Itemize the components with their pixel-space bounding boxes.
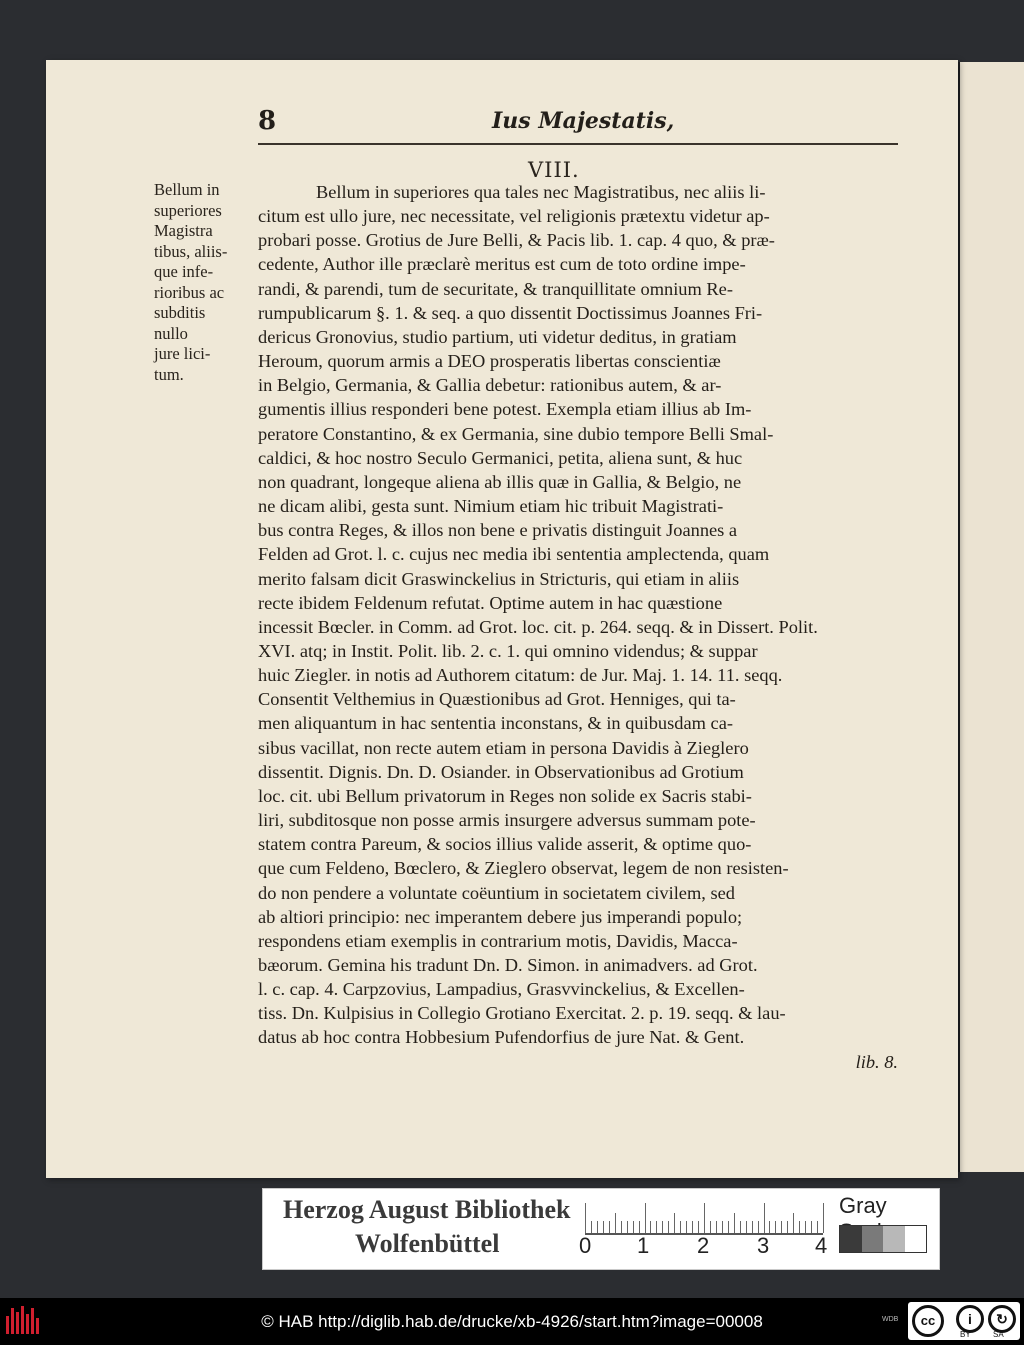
- ruler-tick: [633, 1221, 634, 1233]
- text-line: peratore Constantino, & ex Germania, sine dubio tempore Belli Smal-: [258, 423, 774, 444]
- marginal-note-line: nullo: [154, 323, 188, 343]
- ruler-tick: [656, 1221, 657, 1233]
- marginal-note-line: superiores: [154, 200, 222, 220]
- ruler-tick: [722, 1221, 723, 1233]
- ruler-tick: [692, 1221, 693, 1233]
- by-attribution-icon: i: [956, 1305, 984, 1333]
- marginal-note-line: tum.: [154, 364, 184, 384]
- ruler-label: 1: [637, 1233, 650, 1258]
- ruler-tick: [615, 1213, 616, 1233]
- text-line: gumentis illius responderi bene potest. Exempla etiam illius ab Im-: [258, 399, 752, 420]
- text-line: Heroum, quorum armis a DEO prosperatis libertas conscientiæ: [258, 351, 721, 372]
- ruler-tick: [805, 1221, 806, 1233]
- text-line: XVI. atq; in Instit. Polit. lib. 2. c. 1. qui omnino videndus; & suppar: [258, 640, 758, 661]
- text-line: incessit Bœcler. in Comm. ad Grot. loc. cit. p. 264. seqq. & in Dissert. Polit.: [258, 616, 818, 637]
- text-line: respondens etiam exemplis in contrarium motis, Davidis, Macca-: [258, 930, 738, 951]
- ruler-label: 0: [579, 1233, 592, 1258]
- grayscale-label: Gray: [839, 1193, 887, 1218]
- text-line: statem contra Pareum, & socios illius valide asserit, & optime quo-: [258, 834, 752, 855]
- text-line: liri, subditosque non posse armis insurgere adversus summam pote-: [258, 810, 756, 831]
- ruler-tick: [710, 1221, 711, 1233]
- text-line: l. c. cap. 4. Carpzovius, Lampadius, Grasvvinckelius, & Excellen-: [258, 979, 745, 1000]
- gray-swatch: [862, 1226, 884, 1252]
- text-line: probari posse. Grotius de Jure Belli, & Pacis lib. 1. cap. 4 quo, & præ-: [258, 230, 775, 251]
- text-line: tiss. Dn. Kulpisius in Collegio Grotiano Exercitat. 2. p. 19. seqq. & lau-: [258, 1003, 786, 1024]
- ruler-tick: [585, 1203, 586, 1233]
- text-line: dissentit. Dignis. Dn. D. Osiander. in Observationibus ad Grotium: [258, 761, 744, 782]
- text-line: Consentit Velthemius in Quæstionibus ad Grot. Henniges, qui ta-: [258, 689, 736, 710]
- ruler-tick: [662, 1221, 663, 1233]
- ruler-tick: [793, 1213, 794, 1233]
- ruler-label: 3: [757, 1233, 770, 1258]
- text-line: recte ibidem Feldenum refutat. Optime autem in hac quæstione: [258, 592, 723, 613]
- ruler-tick: [668, 1221, 669, 1233]
- ruler-tick: [764, 1203, 765, 1233]
- page-header: [258, 106, 898, 140]
- header-rule: [258, 143, 898, 145]
- by-label: BY: [960, 1330, 971, 1339]
- ruler-tick: [752, 1221, 753, 1233]
- ruler-tick: [621, 1221, 622, 1233]
- ruler-tick: [597, 1221, 598, 1233]
- section-number: VIII.: [528, 158, 580, 182]
- book-page: [46, 60, 958, 1178]
- ruler-tick: [627, 1221, 628, 1233]
- marginal-note-line: que infe-: [154, 262, 214, 281]
- cc-icon: cc: [912, 1305, 944, 1337]
- marginal-note-line: subditis: [154, 303, 206, 322]
- ruler-tick: [740, 1221, 741, 1233]
- text-line: bæorum. Gemina his tradunt Dn. D. Simon. in animadvers. ad Grot.: [258, 955, 758, 975]
- ruler-tick: [704, 1203, 705, 1233]
- page-number: 8: [258, 106, 277, 136]
- ruler-tick: [799, 1221, 800, 1233]
- ruler-tick: [603, 1221, 604, 1233]
- body-text: [258, 180, 898, 1074]
- gray-swatch: [883, 1226, 905, 1252]
- library-city: Wolfenbüttel: [355, 1229, 500, 1258]
- ruler-tick: [823, 1203, 824, 1233]
- text-line: que cum Feldeno, Bœclero, & Zieglero observat, legem de non resisten-: [258, 858, 789, 879]
- text-line: caldici, & hoc nostro Seculo Germanici, petita, aliena sunt, & huc: [258, 447, 743, 468]
- running-title: Ius Majestatis,: [492, 108, 675, 134]
- cc-license-badge[interactable]: [908, 1302, 1020, 1340]
- gray-swatch: [905, 1226, 927, 1252]
- ruler-tick: [716, 1221, 717, 1233]
- text-line: non quadrant, longeque aliena ab illis quæ in Gallia, & Belgio, ne: [258, 471, 742, 492]
- ruler-tick: [728, 1221, 729, 1233]
- text-line: do non pendere a voluntate coëuntium in societatem civilem, sed: [258, 882, 735, 903]
- marginal-note-line: tibus, aliis-: [154, 241, 228, 261]
- ruler-tick: [650, 1221, 651, 1233]
- ruler-tick: [775, 1221, 776, 1233]
- marginal-note-line: jure lici-: [154, 344, 211, 363]
- footer-bar: [0, 1298, 1024, 1345]
- ruler-tick: [746, 1221, 747, 1233]
- ruler-tick: [680, 1221, 681, 1233]
- catchword: lib. 8.: [855, 1051, 898, 1072]
- marginal-note-line: rioribus ac: [154, 282, 225, 302]
- text-line: rumpublicarum §. 1. & seq. a quo dissentit Doctissimus Joannes Fri-: [258, 302, 763, 323]
- grayscale-swatches: [839, 1225, 927, 1253]
- text-line: cedente, Author ille præclarè meritus est cum de toto ordine impe-: [258, 254, 746, 275]
- ruler-tick: [609, 1221, 610, 1233]
- library-name: Herzog August Bibliothek: [283, 1195, 571, 1224]
- ruler-tick: [591, 1221, 592, 1233]
- marginal-note-line: Magistra: [154, 221, 213, 240]
- text-line: dericus Gronovius, studio partium, uti videtur deditus, in gratiam: [258, 326, 737, 347]
- ruler-tick: [686, 1221, 687, 1233]
- ruler-tick: [817, 1221, 818, 1233]
- ruler-tick: [811, 1221, 812, 1233]
- text-line: loc. cit. ubi Bellum privatorum in Reges non solide ex Sacris stabi-: [258, 785, 752, 806]
- text-line: merito falsam dicit Graswinckelius in Stricturis, qui etiam in aliis: [258, 568, 740, 589]
- color-calibration-bar: [262, 1188, 940, 1270]
- ruler-tick: [787, 1221, 788, 1233]
- text-line: in Belgio, Germania, & Gallia debetur: rationibus autem, & ar-: [258, 375, 722, 396]
- ruler-label: 4: [815, 1233, 828, 1258]
- text-line: randi, & parendi, tum de securitate, & tranquillitate omnium Re-: [258, 278, 733, 299]
- text-line: Bellum in superiores qua tales nec Magistratibus, nec aliis li-: [316, 182, 766, 202]
- share-alike-icon: ↻: [988, 1305, 1016, 1333]
- wdb-label: WDB: [882, 1316, 899, 1323]
- text-line: men aliquantum in hac sententia inconstans, & in quibusdam ca-: [258, 713, 733, 734]
- facing-page-edge: [958, 62, 1024, 1172]
- text-line: bus contra Reges, & illos non bene e privatis distinguit Joannes a: [258, 520, 738, 541]
- ruler-tick: [698, 1221, 699, 1233]
- scale-ruler: [585, 1197, 823, 1235]
- marginal-note: [154, 180, 246, 385]
- ruler-tick: [769, 1221, 770, 1233]
- ruler-tick: [758, 1221, 759, 1233]
- text-line: citum est ullo jure, nec necessitate, vel religionis prætextu videtur ap-: [258, 206, 770, 227]
- ruler-tick: [734, 1213, 735, 1233]
- marginal-note-line: Bellum in: [154, 180, 220, 199]
- text-line: ab altiori principio: nec imperantem debere jus imperandi populo;: [258, 906, 743, 927]
- copyright-link[interactable]: © HAB http://diglib.hab.de/drucke/xb-4926/start.htm?image=00008: [261, 1312, 763, 1331]
- ruler-tick: [645, 1203, 646, 1233]
- text-line: sibus vacillat, non recte autem etiam in persona Davidis à Zieglero: [258, 737, 749, 758]
- text-line: Felden ad Grot. l. c. cujus nec media ibi sententia amplectenda, quam: [258, 544, 770, 565]
- text-line: ne dicam alibi, gesta sunt. Nimium etiam hic tribuit Magistrati-: [258, 496, 724, 517]
- text-line: datus ab hoc contra Hobbesium Pufendorfius de jure Nat. & Gent.: [258, 1027, 745, 1048]
- ruler-tick: [781, 1221, 782, 1233]
- gray-swatch: [840, 1226, 862, 1252]
- ruler-tick: [674, 1213, 675, 1233]
- sa-label: SA: [993, 1330, 1004, 1339]
- ruler-labels: [579, 1233, 829, 1261]
- ruler-tick: [639, 1221, 640, 1233]
- ruler-label: 2: [697, 1233, 710, 1258]
- text-line: huic Ziegler. in notis ad Authorem citatum: de Jur. Maj. 1. 14. 11. seqq.: [258, 665, 783, 686]
